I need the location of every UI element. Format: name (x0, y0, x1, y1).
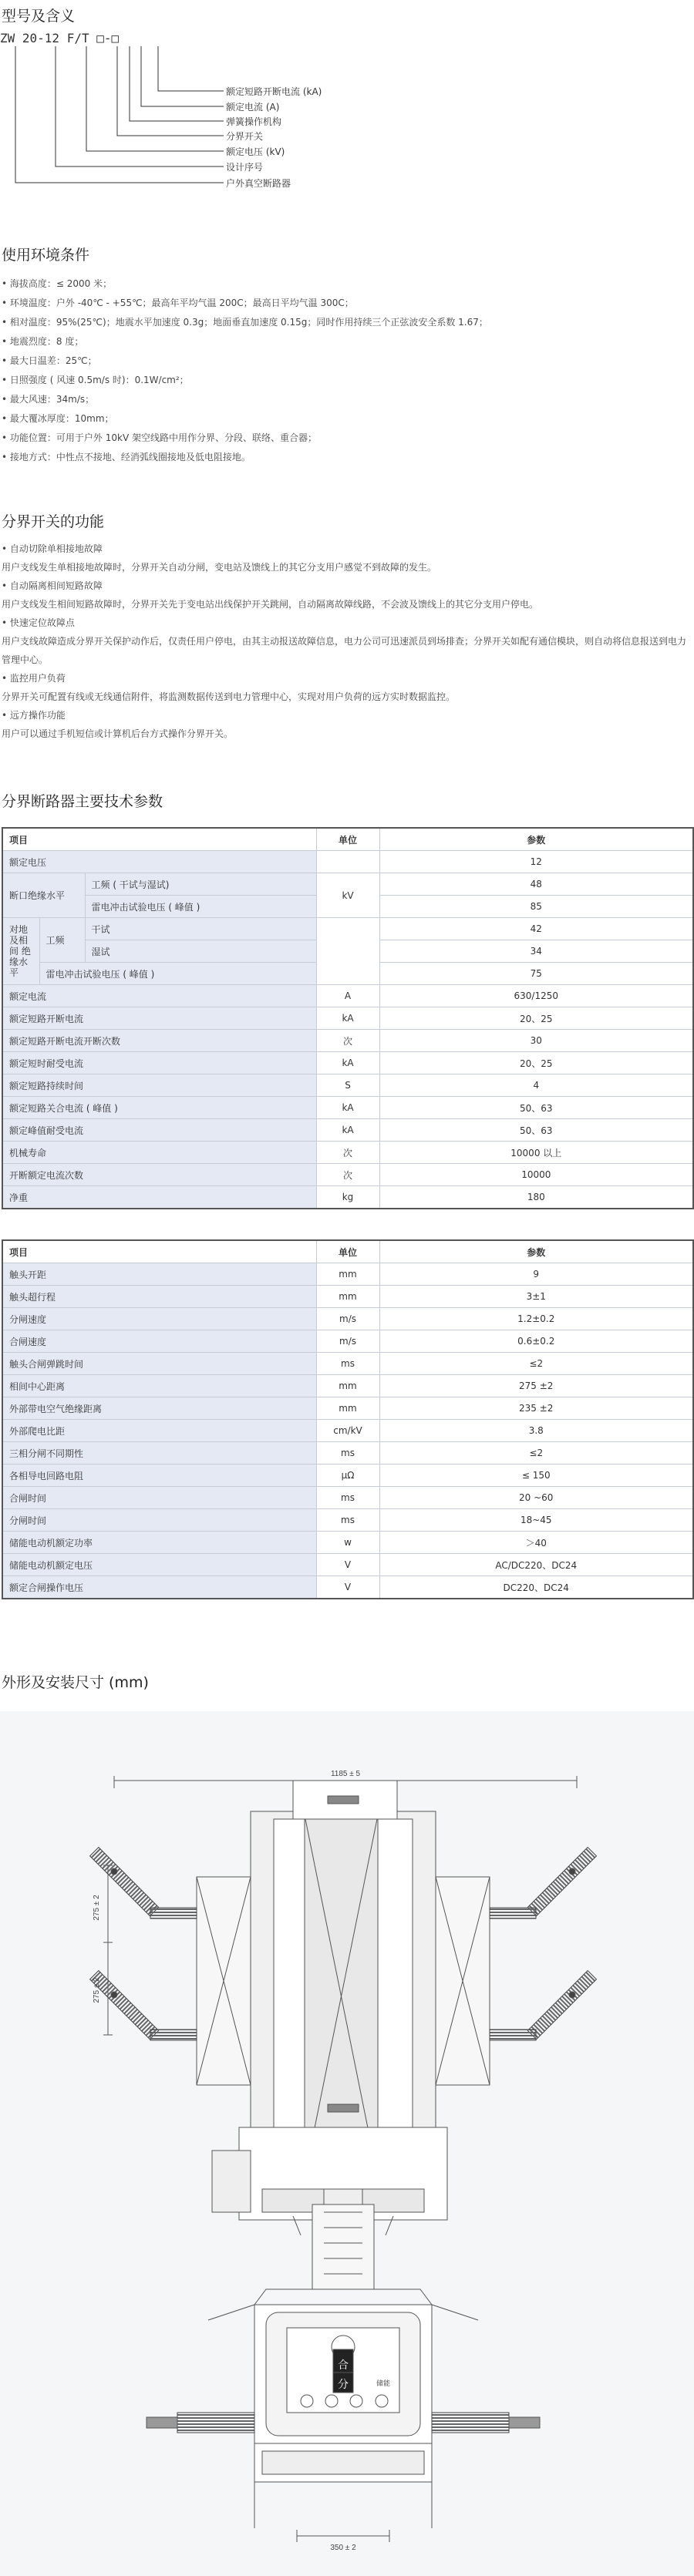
row-subname: 干试 (85, 918, 316, 940)
panel-charge-label: 储能 (376, 2380, 391, 2388)
table-row (2, 1330, 693, 1353)
header-unit: 单位 (316, 828, 379, 851)
row-name: 相间中心距离 (2, 1375, 316, 1397)
row-unit: kg (316, 1186, 379, 1209)
model-label-7: 户外真空断路器 (226, 178, 291, 189)
row-name: 储能电动机额定电压 (2, 1554, 316, 1576)
row-name: 合闸时间 (2, 1487, 316, 1509)
row-unit: ms (316, 1487, 379, 1509)
row-name: 额定短时耐受电流 (2, 1052, 316, 1074)
row-name: 额定合闸操作电压 (2, 1576, 316, 1599)
row-subname: 工频 ( 干试与湿试) (85, 873, 316, 896)
row-value: 50、63 (379, 1097, 693, 1119)
row-unit: 次 (316, 1164, 379, 1186)
model-code-diagram (0, 31, 386, 200)
row-value: 42 (379, 918, 693, 940)
table-row (2, 1532, 693, 1554)
table-row (2, 1554, 693, 1576)
table-row (2, 1164, 693, 1186)
row-value: 48 (379, 873, 693, 896)
row-name: 额定峰值耐受电流 (2, 1119, 316, 1142)
row-value: ≤2 (379, 1442, 693, 1465)
row-name: 对地及相间 绝缘水平 (2, 918, 39, 985)
row-unit: m/s (316, 1308, 379, 1330)
row-unit: kV (316, 873, 379, 918)
model-label-2: 额定电流 (A) (226, 102, 280, 113)
table-row (2, 1142, 693, 1164)
row-unit: A (316, 985, 379, 1007)
row-unit (316, 918, 379, 985)
model-label-3: 弹簧操作机构 (226, 116, 282, 127)
row-unit: kA (316, 1007, 379, 1030)
table-row (2, 1097, 693, 1119)
table-row (2, 1465, 693, 1487)
table-row (2, 1030, 693, 1052)
row-name: 额定短路持续时间 (2, 1074, 316, 1097)
model-code: ZW 20-12 F/T □-□ (0, 31, 120, 45)
row-value: 18~45 (379, 1509, 693, 1532)
row-value: AC/DC220、DC24 (379, 1554, 693, 1576)
table-row (2, 1397, 693, 1420)
header-item: 项目 (2, 828, 316, 851)
row-name: 外部带电空气绝缘距离 (2, 1397, 316, 1420)
env-item: • 日照强度 ( 风速 0.5m/s 时)：0.1W/cm²； (2, 371, 488, 390)
row-value: DC220、DC24 (379, 1576, 693, 1599)
header-value: 参数 (379, 828, 693, 851)
function-desc: 用户可以通过手机短信或计算机后台方式操作分界开关。 (2, 728, 234, 739)
model-label-4: 分界开关 (226, 131, 264, 142)
row-value: 85 (379, 896, 693, 918)
table-row (2, 1576, 693, 1599)
row-value: 3±1 (379, 1286, 693, 1308)
table-row (2, 918, 693, 940)
env-item: • 环境温度：户外 -40℃ - +55℃；最高年平均气温 200C；最高日平均气温 300C； (2, 294, 488, 313)
row-name: 额定短路开断电流 (2, 1007, 316, 1030)
drawings-svg (0, 1711, 694, 2576)
row-value: 34 (379, 940, 693, 963)
env-item: • 最大风速：34m/s； (2, 390, 488, 409)
env-item: • 最大覆冰厚度：10mm； (2, 409, 488, 429)
dim-width-label: 1185 ± 5 (330, 1770, 361, 1778)
front-view-drawing (90, 1776, 597, 2235)
row-name: 净重 (2, 1186, 316, 1209)
row-unit: kA (316, 1097, 379, 1119)
row-unit: kA (316, 1119, 379, 1142)
row-unit (316, 851, 379, 873)
dims-section-title: 外形及安装尺寸 (mm) (2, 1674, 149, 1691)
env-item: • 相对温度：95%(25℃)；地震水平加速度 0.3g；地面垂直加速度 0.15g；同时作用持续三个正弦波安全系数 1.67； (2, 313, 488, 332)
table-row (2, 1375, 693, 1397)
row-unit: mm (316, 1263, 379, 1286)
row-unit: S (316, 1074, 379, 1097)
model-label-6: 设计序号 (226, 162, 264, 173)
row-value: 50、63 (379, 1119, 693, 1142)
row-unit: ms (316, 1442, 379, 1465)
params-section-title: 分界断路器主要技术参数 (2, 793, 163, 810)
row-value: 20、25 (379, 1007, 693, 1030)
row-value: 1.2±0.2 (379, 1308, 693, 1330)
env-section-title: 使用环境条件 (2, 247, 90, 264)
row-value: 9 (379, 1263, 693, 1286)
env-item: • 功能位置：可用于户外 10kV 架空线路中用作分界、分段、联络、重合器； (2, 429, 488, 448)
row-unit: ms (316, 1353, 379, 1375)
function-list (2, 540, 692, 743)
row-value: 180 (379, 1186, 693, 1209)
model-label-1: 额定短路开断电流 (kA) (226, 86, 322, 97)
env-item: • 接地方式：中性点不接地、经消弧线圈接地及低电阻接地。 (2, 448, 488, 467)
table-row (2, 873, 693, 896)
env-item: • 海拔高度：≤ 2000 米； (2, 274, 488, 294)
row-unit: mm (316, 1286, 379, 1308)
row-name: 分闸速度 (2, 1308, 316, 1330)
row-value: ＞40 (379, 1532, 693, 1554)
row-name: 各相导电回路电阻 (2, 1465, 316, 1487)
dim-lower-label: 275 ± 2 (93, 1977, 101, 2003)
row-name: 额定短路关合电流 ( 峰值 ) (2, 1097, 316, 1119)
function-heading: • 快速定位故障点 (2, 614, 692, 632)
row-name: 触头超行程 (2, 1286, 316, 1308)
table-row (2, 1186, 693, 1209)
table-row (2, 1308, 693, 1330)
row-value: 20 ~60 (379, 1487, 693, 1509)
row-name: 开断额定电流次数 (2, 1164, 316, 1186)
table-header-row (2, 828, 693, 851)
function-heading: • 自动隔离相间短路故障 (2, 577, 692, 595)
row-unit: mm (316, 1397, 379, 1420)
header-item: 项目 (2, 1240, 316, 1263)
row-value: 630/1250 (379, 985, 693, 1007)
row-name: 三相分闸不同期性 (2, 1442, 316, 1465)
row-subname: 湿试 (85, 940, 316, 963)
row-value: 10000 (379, 1164, 693, 1186)
row-value: 3.8 (379, 1420, 693, 1442)
table-row (2, 1420, 693, 1442)
function-heading: • 自动切除单相接地故障 (2, 540, 692, 558)
row-value: 12 (379, 851, 693, 873)
row-name: 额定电压 (2, 851, 316, 873)
row-unit: cm/kV (316, 1420, 379, 1442)
env-item: • 最大日温差：25℃； (2, 351, 488, 371)
table-row (2, 1286, 693, 1308)
row-unit: mm (316, 1375, 379, 1397)
dim-upper-label: 275 ± 2 (93, 1895, 101, 1921)
table-row (2, 1052, 693, 1074)
table-row (2, 985, 693, 1007)
row-unit: V (316, 1576, 379, 1599)
row-value: 275 ±2 (379, 1375, 693, 1397)
row-value: 20、25 (379, 1052, 693, 1074)
function-heading: • 远方操作功能 (2, 706, 692, 725)
row-value: 235 ±2 (379, 1397, 693, 1420)
row-name: 机械寿命 (2, 1142, 316, 1164)
function-desc: 用户支线故障造成分界开关保护动作后，仅责任用户停电，由其主动报送故障信息，电力公司可迅速派员到场排查；分界开关如配有通信模块，则自动将信息报送到电力管理中心。 (2, 636, 687, 665)
function-desc: 用户支线发生单相接地故障时，分界开关自动分闸，变电站及馈线上的其它分支用户感觉不到故障的发生。 (2, 562, 437, 573)
row-value: 0.6±0.2 (379, 1330, 693, 1353)
header-value: 参数 (379, 1240, 693, 1263)
row-name: 触头合闸弹跳时间 (2, 1353, 316, 1375)
model-code-leader-lines (0, 31, 386, 200)
table-row (2, 1442, 693, 1465)
row-unit: m/s (316, 1330, 379, 1353)
dimension-drawings (0, 1711, 694, 2576)
table-row (2, 1353, 693, 1375)
row-unit: V (316, 1554, 379, 1576)
row-subname: 雷电冲击试验电压 ( 峰值 ) (85, 896, 316, 918)
panel-close-label: 合 (338, 2359, 349, 2372)
row-name: 外部爬电比距 (2, 1420, 316, 1442)
row-name: 额定电流 (2, 985, 316, 1007)
row-value: 30 (379, 1030, 693, 1052)
row-unit: μΩ (316, 1465, 379, 1487)
table-row (2, 1509, 693, 1532)
env-list (2, 274, 488, 467)
row-subname: 雷电冲击试验电压 ( 峰值 ) (39, 963, 316, 985)
model-section-title: 型号及含义 (2, 8, 76, 25)
table-header-row (2, 1240, 693, 1263)
spec-table-1 (2, 827, 694, 1209)
row-subname: 工频 (39, 918, 85, 963)
spec-table-2 (2, 1239, 694, 1599)
row-unit: 次 (316, 1030, 379, 1052)
function-heading: • 监控用户负荷 (2, 669, 692, 688)
row-name: 分闸时间 (2, 1509, 316, 1532)
row-value: 10000 以上 (379, 1142, 693, 1164)
row-value: ≤2 (379, 1353, 693, 1375)
model-label-5: 额定电压 (kV) (226, 146, 285, 157)
row-value: 75 (379, 963, 693, 985)
row-name: 额定短路开断电流开断次数 (2, 1030, 316, 1052)
env-item: • 地震烈度：8 度； (2, 332, 488, 351)
header-unit: 单位 (316, 1240, 379, 1263)
row-value: ≤ 150 (379, 1465, 693, 1487)
table-row (2, 1074, 693, 1097)
row-unit: ms (316, 1509, 379, 1532)
function-desc: 分界开关可配置有线或无线通信附件，将监测数据传送到电力管理中心，实现对用户负荷的远方实时数据监控。 (2, 691, 456, 702)
row-value: 4 (379, 1074, 693, 1097)
table-row (2, 1263, 693, 1286)
table-row (2, 1487, 693, 1509)
row-name: 合闸速度 (2, 1330, 316, 1353)
function-desc: 用户支线发生相间短路故障时，分界开关先于变电站出线保护开关跳闸，自动隔离故障线路，不会波及馈线上的其它分支用户停电。 (2, 599, 539, 610)
row-name: 触头开距 (2, 1263, 316, 1286)
table-row (2, 1007, 693, 1030)
row-name: 储能电动机额定功率 (2, 1532, 316, 1554)
table-row (2, 851, 693, 873)
row-name: 断口绝缘水平 (2, 873, 85, 918)
row-unit: kA (316, 1052, 379, 1074)
panel-open-label: 分 (338, 2379, 349, 2391)
func-section-title: 分界开关的功能 (2, 513, 105, 530)
row-unit: 次 (316, 1142, 379, 1164)
dim-bottom-label: 350 ± 2 (330, 2544, 356, 2552)
table-row (2, 1119, 693, 1142)
row-unit: w (316, 1532, 379, 1554)
